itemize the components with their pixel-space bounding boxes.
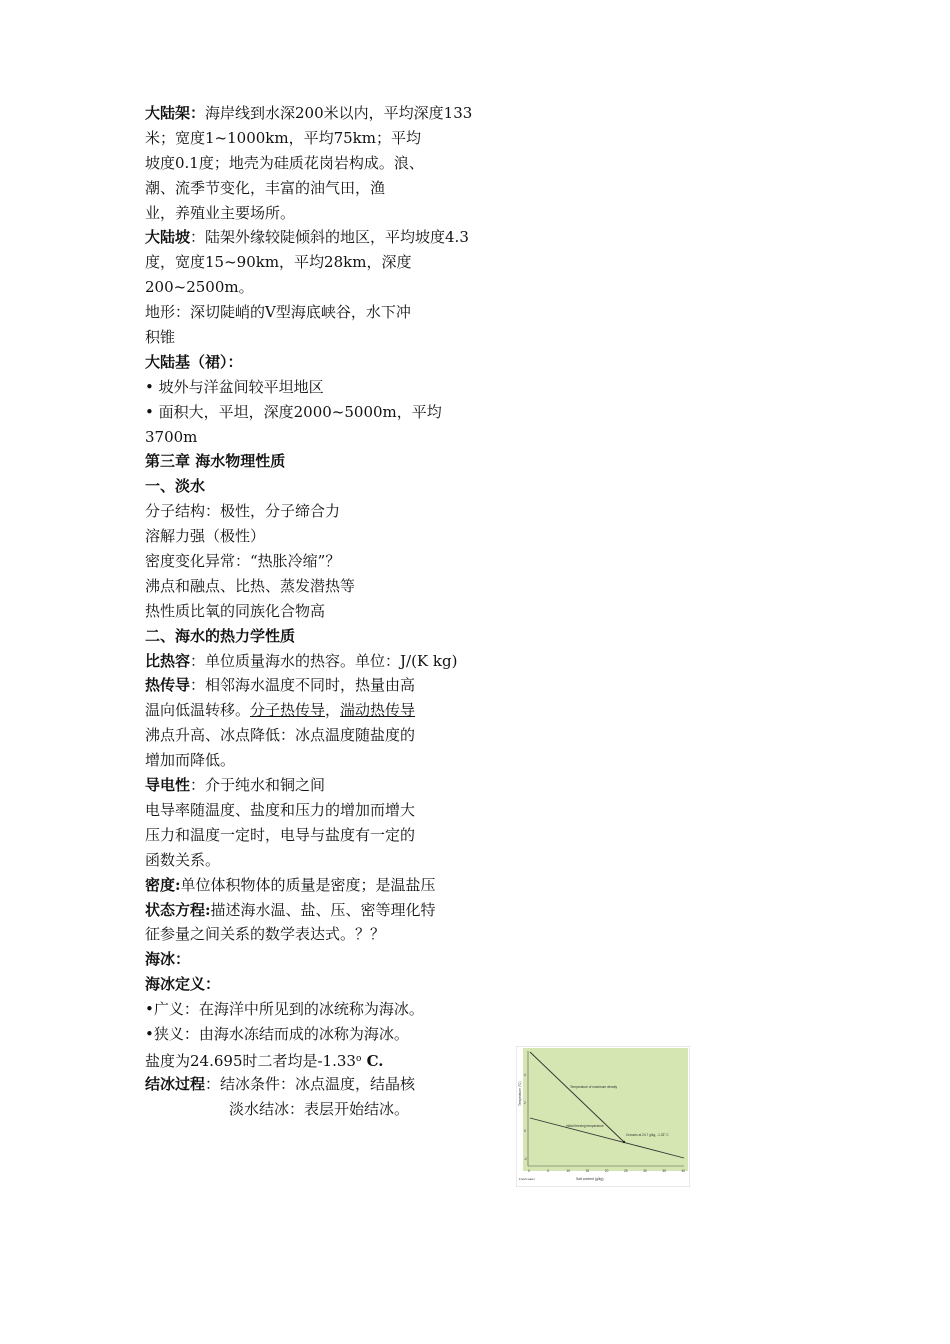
- y-tick-label: 0: [524, 1129, 526, 1133]
- y-tick-label: 4: [524, 1073, 526, 1077]
- caption-crossing: Crosses at 24.7 g/kg, -1.33° C: [626, 1133, 669, 1137]
- line-text: 增加而降低。: [145, 751, 236, 770]
- line-text: 温向低温转移。: [145, 701, 251, 720]
- line-text: 分子结构：极性，分子缔合力: [145, 502, 341, 521]
- text-line: [145, 250, 565, 275]
- underlined-term: 分子热传导: [250, 701, 326, 720]
- text-line: [145, 624, 565, 649]
- freeze-process-line: [145, 1072, 565, 1097]
- bold-term: 二、海水的热力学性质: [145, 626, 296, 645]
- bold-term: 比热容: [145, 651, 191, 670]
- text-line: [145, 350, 565, 375]
- text-line: [145, 101, 565, 126]
- line-text: 积锥: [145, 328, 176, 347]
- text-line: [145, 325, 565, 350]
- line-text: 电导率随温度、盐度和压力的增加而增大: [145, 800, 416, 819]
- line-text: 业，养殖业主要场所。: [145, 203, 296, 222]
- bold-term: 大陆基（裙）：: [145, 352, 243, 371]
- text-line: [145, 873, 565, 898]
- text-line: [145, 400, 565, 425]
- line-text: •狭义：由海水冻结而成的冰称为海冰。: [145, 1024, 409, 1043]
- line-text: 函数关系。: [145, 850, 221, 869]
- bold-term: 第三章 海水物理性质: [145, 452, 286, 471]
- line-text: 描述海水温、盐、压、密等理化特: [210, 900, 436, 919]
- unit-text: C.: [361, 1051, 384, 1070]
- caption-max-density: Temperature of maximum density: [570, 1085, 618, 1089]
- line-text: 密度变化异常：“热胀冷缩”？: [145, 552, 341, 571]
- line-text: 征参量之间关系的数学表达式。？？: [145, 925, 386, 944]
- x-axis-label: Salt content (g/kg): [576, 1177, 604, 1181]
- text-line: [145, 972, 565, 997]
- x-tick-label: 15: [585, 1169, 590, 1173]
- bold-term: 状态方程:: [145, 900, 211, 919]
- bold-term: 结冰过程: [145, 1074, 206, 1093]
- x-tick-label: 40: [681, 1169, 686, 1173]
- text-line: [145, 649, 565, 674]
- line-text: 热性质比氧的同族化合物高: [145, 601, 326, 620]
- x-tick-label: 10: [566, 1169, 570, 1173]
- document-body: [145, 101, 565, 1122]
- line-text: 溶解力强（极性）: [145, 527, 266, 546]
- line-text: 3700m: [145, 427, 198, 446]
- text-line: [145, 848, 565, 873]
- text-line: [145, 773, 565, 798]
- bold-term: 大陆坡: [145, 228, 191, 247]
- text-line: [145, 449, 565, 474]
- line-text: 海岸线到水深200米以内，平均深度133: [205, 104, 473, 122]
- fresh-water-label: Fresh water: [519, 1177, 535, 1181]
- x-tick-label: 30: [643, 1169, 647, 1173]
- text-line: [145, 425, 565, 450]
- line-text: ：介于纯水和铜之间: [190, 776, 326, 795]
- text-line: [145, 524, 565, 549]
- line-text: 200~2500m。: [145, 278, 254, 297]
- line-text: ：单位质量海水的热容。单位：J/(K kg): [190, 651, 458, 670]
- underlined-term: 湍动热传导: [340, 701, 416, 720]
- line-text: 盐度为24.695时二者均是-1.33: [145, 1051, 356, 1070]
- x-tick-label: 35: [662, 1169, 666, 1173]
- text-line: [145, 723, 565, 748]
- freeze-process-line-2: 淡水结冰：表层开始结冰。: [229, 1099, 410, 1118]
- line-text: ：结冰条件：冰点温度，结晶核: [205, 1074, 416, 1093]
- line-text: 沸点升高、冰点降低：冰点温度随盐度的: [145, 726, 416, 745]
- line-text: ：陆架外缘较陡倾斜的地区，平均坡度4.3: [190, 228, 469, 247]
- text-line: [145, 300, 565, 325]
- x-tick-label: 20: [604, 1169, 609, 1173]
- text-line: [145, 997, 565, 1022]
- line-text: 坡度0.1度；地壳为硅质花岗岩构成。浪、: [145, 153, 424, 172]
- y-tick-label: -2: [524, 1157, 527, 1161]
- text-line: [145, 126, 565, 151]
- text-line: [145, 698, 565, 723]
- line-text: •广义：在海洋中所见到的冰统称为海冰。: [145, 1000, 424, 1019]
- line-text: 米；宽度1~1000km，平均75km；平均: [145, 128, 421, 147]
- bold-term: 密度:: [145, 875, 181, 894]
- text-line: [145, 151, 565, 176]
- bold-term: 大陆架：: [145, 104, 206, 122]
- salinity-line: [145, 1047, 565, 1072]
- text-line: [145, 225, 565, 250]
- bold-term: 一、淡水: [145, 477, 206, 496]
- text-line: [145, 574, 565, 599]
- line-text: 压力和温度一定时，电导与盐度有一定的: [145, 825, 416, 844]
- text-line: [145, 599, 565, 624]
- line-text: • 面积大，平坦，深度2000~5000m，平均: [145, 402, 442, 421]
- text-line: [145, 673, 565, 698]
- x-tick-label: 25: [624, 1169, 628, 1173]
- line-text: 地形：深切陡峭的V型海底峡谷，水下冲: [145, 303, 411, 322]
- text-line: [145, 947, 565, 972]
- line-text: ：相邻海水温度不同时，热量由高: [190, 676, 416, 695]
- y-tick-label: 2: [524, 1101, 526, 1105]
- text-line: [145, 823, 565, 848]
- bold-term: 热传导: [145, 676, 191, 695]
- line-text: ，: [325, 701, 341, 720]
- bold-term: 海冰：: [145, 950, 191, 969]
- text-line: [145, 922, 565, 947]
- line-text: 单位体积物体的质量是密度；是温盐压: [180, 875, 436, 894]
- y-axis-label: Temperature (°C): [518, 1081, 522, 1106]
- line-text: • 坡外与洋盆间较平坦地区: [145, 377, 324, 396]
- freezing-point-figure: [516, 1046, 690, 1187]
- degree-mark: o: [355, 1053, 362, 1064]
- text-line: [145, 798, 565, 823]
- text-line: [145, 201, 565, 226]
- text-line: [145, 898, 565, 923]
- text-line: [145, 474, 565, 499]
- line-text: 度，宽度15~90km，平均28km，深度: [145, 253, 412, 272]
- text-line: [145, 375, 565, 400]
- text-line: [145, 176, 565, 201]
- text-line: [145, 748, 565, 773]
- freezing-point-chart: [516, 1046, 690, 1187]
- x-tick-label: 0: [528, 1169, 530, 1173]
- line-text: 沸点和融点、比热、蒸发潜热等: [145, 576, 356, 595]
- line-text: 潮、流季节变化，丰富的油气田，渔: [145, 178, 386, 197]
- text-line: [145, 1022, 565, 1047]
- caption-freezing: Initial freezing temperature: [566, 1124, 604, 1128]
- x-tick-label: 5: [547, 1169, 549, 1173]
- crossing-point: [623, 1141, 625, 1143]
- text-line: [145, 499, 565, 524]
- bold-term: 海冰定义：: [145, 975, 221, 994]
- bold-term: 导电性: [145, 776, 191, 795]
- text-line: [145, 275, 565, 300]
- text-line: [145, 549, 565, 574]
